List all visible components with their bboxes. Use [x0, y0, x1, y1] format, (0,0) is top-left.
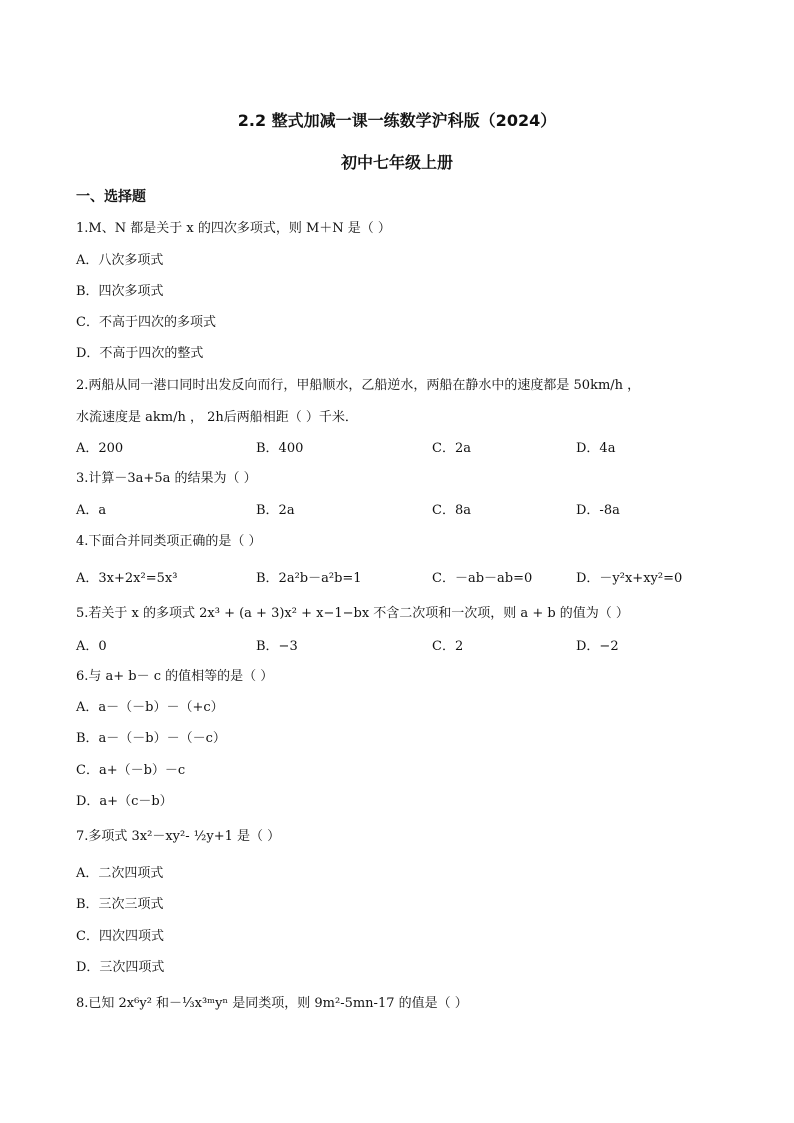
- question-2-option-b: B．400: [256, 441, 304, 456]
- question-3-option-a: A．a: [76, 503, 107, 518]
- question-4-option-c: C．－ab－ab=0: [432, 571, 533, 586]
- question-1-stem: 1.M、N 都是关于 x 的四次多项式，则 M＋N 是（ ）: [76, 221, 391, 236]
- question-6-option-c: C．a+（－b）－c: [76, 763, 186, 778]
- question-5-option-a: A．0: [76, 639, 107, 654]
- question-6-option-a: A．a－（－b）－（+c）: [76, 700, 224, 715]
- question-2-stem-line1: 2.两船从同一港口同时出发反向而行，甲船顺水，乙船逆水，两船在静水中的速度都是 50km/h ，: [76, 378, 641, 393]
- question-2-option-d: D．4a: [576, 441, 616, 456]
- question-2-option-c: C．2a: [432, 441, 471, 456]
- question-3-option-b: B．2a: [256, 503, 295, 518]
- question-7-option-c: C．四次四项式: [76, 929, 164, 944]
- question-3-stem: 3.计算－3a+5a 的结果为（ ）: [76, 471, 257, 486]
- question-8-stem: 8.已知 2x⁶y² 和－⅓x³ᵐyⁿ 是同类项，则 9m²-5mn-17 的值是（ ）: [76, 996, 468, 1011]
- section-heading: 一、选择题: [76, 189, 146, 205]
- question-6-option-b: B．a－（－b）－（－c）: [76, 731, 226, 746]
- question-1-option-b: B．四次多项式: [76, 284, 164, 299]
- question-5-stem: 5.若关于 x 的多项式 2x³ + (a + 3)x² + x−1−bx 不含二次项和一次项，则 a + b 的值为（ ）: [76, 606, 629, 621]
- question-1-option-d: D．不高于四次的整式: [76, 346, 204, 361]
- question-6-stem: 6.与 a+ b－ c 的值相等的是（ ）: [76, 669, 274, 684]
- question-7-option-a: A．二次四项式: [76, 866, 164, 881]
- question-7-option-d: D．三次四项式: [76, 960, 165, 975]
- document-title: 2.2 整式加减一课一练数学沪科版（2024）: [237, 111, 557, 130]
- question-5-option-c: C．2: [432, 639, 464, 654]
- question-4-option-b: B．2a²b－a²b=1: [256, 571, 362, 586]
- question-4-stem: 4.下面合并同类项正确的是（ ）: [76, 534, 262, 549]
- question-5-option-b: B．−3: [256, 639, 298, 654]
- question-2-stem-line2: 水流速度是 akm/h ， 2h后两船相距（ ）千米．: [76, 410, 358, 425]
- question-2-option-a: A．200: [76, 441, 124, 456]
- question-6-option-d: D．a+（c－b）: [76, 794, 173, 809]
- question-7-stem: 7.多项式 3x²－xy²- ½y+1 是（ ）: [76, 829, 281, 844]
- question-3-option-c: C．8a: [432, 503, 471, 518]
- question-4-option-a: A．3x+2x²=5x³: [76, 571, 178, 586]
- question-4-option-d: D．－y²x+xy²=0: [576, 571, 683, 586]
- question-1-option-a: A．八次多项式: [76, 253, 164, 268]
- document-subtitle: 初中七年级上册: [340, 153, 453, 172]
- question-5-option-d: D．−2: [576, 639, 619, 654]
- question-7-option-b: B．三次三项式: [76, 897, 164, 912]
- question-3-option-d: D．-8a: [576, 503, 620, 518]
- question-1-option-c: C．不高于四次的多项式: [76, 315, 216, 330]
